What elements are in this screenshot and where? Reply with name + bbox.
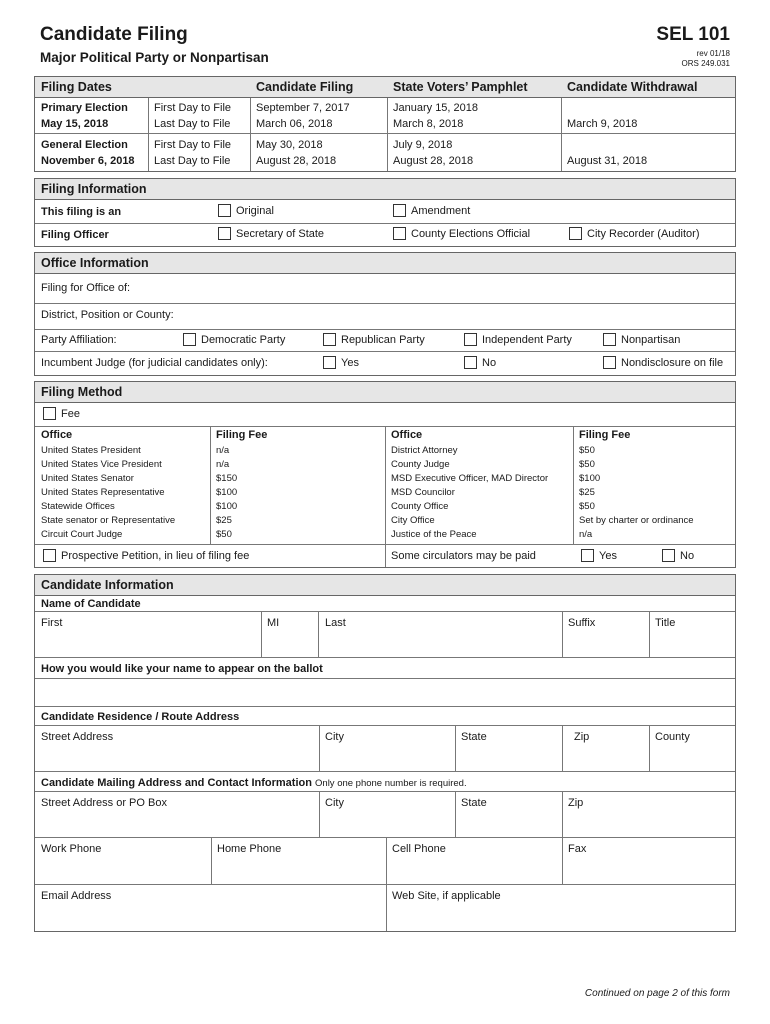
- office-name: United States President: [41, 445, 141, 456]
- residence-state-field[interactable]: State: [461, 731, 487, 743]
- primary-election-label: Primary Election: [41, 102, 128, 114]
- divider: [385, 426, 386, 567]
- primary-candidate-first: September 7, 2017: [256, 102, 350, 114]
- divider: [35, 771, 735, 772]
- nondisclosure-checkbox[interactable]: [603, 356, 616, 369]
- divider: [35, 725, 735, 726]
- divider: [573, 426, 574, 544]
- form-number: SEL 101: [656, 24, 730, 45]
- work-phone-field[interactable]: Work Phone: [41, 843, 102, 855]
- continued-note: Continued on page 2 of this form: [584, 988, 730, 999]
- incumbent-judge-label: Incumbent Judge (for judicial candidates only):: [41, 357, 268, 369]
- revision-date: rev 01/18: [696, 49, 730, 58]
- divider: [35, 544, 735, 545]
- filing-for-office-field[interactable]: Filing for Office of:: [41, 282, 131, 294]
- secretary-of-state-checkbox[interactable]: [218, 227, 231, 240]
- office-name: Circuit Court Judge: [41, 529, 123, 540]
- republican-label: Republican Party: [341, 334, 425, 346]
- office-information-header: Office Information: [35, 253, 735, 274]
- county-elections-checkbox[interactable]: [393, 227, 406, 240]
- fee-col-header-right: Filing Fee: [579, 429, 631, 441]
- circulators-yes-checkbox[interactable]: [581, 549, 594, 562]
- office-name: County Office: [391, 501, 449, 512]
- middle-initial-field[interactable]: MI: [267, 617, 280, 629]
- divider: [318, 611, 319, 657]
- filing-method-header: Filing Method: [35, 382, 735, 403]
- mailing-state-field[interactable]: State: [461, 797, 487, 809]
- judge-yes-checkbox[interactable]: [323, 356, 336, 369]
- mailing-address-heading: [41, 777, 467, 789]
- office-fee: $150: [216, 473, 238, 484]
- candidate-filing-heading: Candidate Filing: [256, 80, 354, 94]
- email-field[interactable]: Email Address: [41, 890, 112, 902]
- office-fee: $25: [579, 487, 595, 498]
- office-name: Justice of the Peace: [391, 529, 477, 540]
- office-fee: $100: [216, 501, 238, 512]
- prospective-petition-label: Prospective Petition, in lieu of filing fee: [61, 550, 250, 562]
- primary-election-date: May 15, 2018: [41, 118, 109, 130]
- nonpartisan-checkbox[interactable]: [603, 333, 616, 346]
- divider: [250, 98, 251, 171]
- fee-col-header-left: Filing Fee: [216, 429, 268, 441]
- general-candidate-last: August 28, 2018: [256, 155, 337, 167]
- original-checkbox[interactable]: [218, 204, 231, 217]
- original-label: Original: [236, 205, 274, 217]
- filing-method-section: [34, 381, 736, 568]
- office-fee: $50: [579, 459, 595, 470]
- general-withdrawal: August 31, 2018: [567, 155, 648, 167]
- suffix-field[interactable]: Suffix: [568, 617, 596, 629]
- divider: [35, 611, 735, 612]
- divider: [35, 657, 735, 658]
- general-last-day-label: Last Day to File: [154, 155, 231, 167]
- general-candidate-first: May 30, 2018: [256, 139, 323, 151]
- primary-candidate-last: March 06, 2018: [256, 118, 333, 130]
- residence-zip-field[interactable]: Zip: [574, 731, 590, 743]
- filing-dates-header-row: [35, 77, 735, 98]
- primary-last-day-label: Last Day to File: [154, 118, 231, 130]
- form-title: Candidate Filing: [40, 24, 188, 45]
- divider: [35, 329, 735, 330]
- general-pamphlet-first: July 9, 2018: [393, 139, 453, 151]
- office-name: United States Representative: [41, 487, 165, 498]
- candidate-information-header: Candidate Information: [35, 575, 735, 596]
- office-name: County Judge: [391, 459, 450, 470]
- residence-county-field[interactable]: County: [655, 731, 690, 743]
- nonpartisan-label: Nonpartisan: [621, 334, 681, 346]
- divider: [387, 98, 388, 171]
- office-name: State senator or Representative: [41, 515, 176, 526]
- mailing-city-field[interactable]: City: [325, 797, 344, 809]
- first-name-field[interactable]: First: [41, 617, 63, 629]
- secretary-of-state-label: Secretary of State: [236, 228, 325, 240]
- divider: [35, 351, 735, 352]
- primary-pamphlet-last: March 8, 2018: [393, 118, 464, 130]
- office-name: United States Senator: [41, 473, 134, 484]
- prospective-petition-checkbox[interactable]: [43, 549, 56, 562]
- divider: [561, 98, 562, 171]
- general-election-label: General Election: [41, 139, 128, 151]
- primary-withdrawal: March 9, 2018: [567, 118, 638, 130]
- filing-information-section: [34, 178, 736, 247]
- nondisclosure-label: Nondisclosure on file: [621, 357, 724, 369]
- office-name: City Office: [391, 515, 435, 526]
- filing-dates-section: [34, 76, 736, 172]
- filing-officer-label: Filing Officer: [41, 229, 109, 241]
- withdrawal-heading: Candidate Withdrawal: [567, 80, 698, 94]
- office-fee: $100: [216, 487, 238, 498]
- circulators-yes-label: Yes: [599, 550, 617, 562]
- circulators-paid-label: Some circulators may be paid: [391, 550, 536, 562]
- divider: [562, 837, 563, 884]
- residence-city-field[interactable]: City: [325, 731, 344, 743]
- residence-address-label: Candidate Residence / Route Address: [41, 711, 240, 723]
- candidate-information-section: [34, 574, 736, 932]
- divider: [35, 884, 735, 885]
- divider: [35, 133, 735, 134]
- office-fee: n/a: [216, 445, 230, 456]
- filing-information-header: Filing Information: [35, 179, 735, 200]
- ballot-name-label: How you would like your name to appear on the ballot: [41, 663, 323, 675]
- fee-checkbox[interactable]: [43, 407, 56, 420]
- office-name: District Attorney: [391, 445, 458, 456]
- divider: [35, 706, 735, 707]
- divider: [35, 791, 735, 792]
- mailing-address-note: Only one phone number is required.: [315, 778, 467, 789]
- ballot-name-input[interactable]: [35, 679, 735, 706]
- democratic-label: Democratic Party: [201, 334, 286, 346]
- office-information-section: [34, 252, 736, 376]
- general-election-date: November 6, 2018: [41, 155, 135, 167]
- office-fee: n/a: [216, 459, 230, 470]
- district-position-field[interactable]: District, Position or County:: [41, 309, 174, 321]
- form-subtitle: Major Political Party or Nonpartisan: [40, 50, 269, 65]
- office-name: MSD Executive Officer, MAD Director: [391, 473, 549, 484]
- divider: [35, 223, 735, 224]
- general-pamphlet-last: August 28, 2018: [393, 155, 474, 167]
- mailing-address-label: Candidate Mailing Address and Contact Information: [41, 777, 312, 789]
- revision-info: [682, 49, 730, 69]
- office-fee: $100: [579, 473, 601, 484]
- cell-phone-field[interactable]: Cell Phone: [392, 843, 446, 855]
- judge-no-label: No: [482, 357, 497, 369]
- voters-pamphlet-heading: State Voters’ Pamphlet: [393, 80, 528, 94]
- mailing-street-field[interactable]: Street Address or PO Box: [41, 797, 167, 809]
- party-affiliation-label: Party Affiliation:: [41, 334, 117, 346]
- divider: [455, 791, 456, 837]
- statute-ref: ORS 249.031: [681, 59, 730, 68]
- republican-checkbox[interactable]: [323, 333, 336, 346]
- office-col-header-left: Office: [41, 429, 73, 441]
- filing-type-label: This filing is an: [41, 206, 122, 218]
- divider: [261, 611, 262, 657]
- office-fee: $50: [579, 501, 595, 512]
- office-name: Statewide Offices: [41, 501, 115, 512]
- fax-field[interactable]: Fax: [568, 843, 587, 855]
- office-name: MSD Councilor: [391, 487, 455, 498]
- home-phone-field[interactable]: Home Phone: [217, 843, 282, 855]
- divider: [35, 303, 735, 304]
- office-name: United States Vice President: [41, 459, 162, 470]
- divider: [210, 426, 211, 544]
- last-name-field[interactable]: Last: [325, 617, 346, 629]
- office-fee: $50: [579, 445, 595, 456]
- city-recorder-label: City Recorder (Auditor): [587, 228, 700, 240]
- independent-label: Independent Party: [482, 334, 572, 346]
- primary-first-day-label: First Day to File: [154, 102, 232, 114]
- primary-pamphlet-first: January 15, 2018: [393, 102, 479, 114]
- fee-label: Fee: [61, 408, 80, 420]
- candidate-name-label: Name of Candidate: [41, 598, 141, 610]
- office-fee: $50: [216, 529, 232, 540]
- divider: [562, 611, 563, 657]
- residence-street-field[interactable]: Street Address: [41, 731, 114, 743]
- mailing-zip-field[interactable]: Zip: [568, 797, 584, 809]
- circulators-no-label: No: [680, 550, 695, 562]
- office-fee: n/a: [579, 529, 593, 540]
- office-fee: Set by charter or ordinance: [579, 515, 694, 526]
- office-fee: $25: [216, 515, 232, 526]
- circulators-no-checkbox[interactable]: [662, 549, 675, 562]
- judge-no-checkbox[interactable]: [464, 356, 477, 369]
- judge-yes-label: Yes: [341, 357, 359, 369]
- divider: [319, 791, 320, 837]
- divider: [455, 725, 456, 771]
- filing-dates-heading: Filing Dates: [41, 80, 112, 94]
- divider: [319, 725, 320, 771]
- office-col-header-right: Office: [391, 429, 423, 441]
- amendment-label: Amendment: [411, 205, 471, 217]
- divider: [211, 837, 212, 884]
- general-first-day-label: First Day to File: [154, 139, 232, 151]
- city-recorder-checkbox[interactable]: [569, 227, 582, 240]
- county-elections-label: County Elections Official: [411, 228, 531, 240]
- divider: [562, 725, 563, 771]
- divider: [649, 611, 650, 657]
- divider: [649, 725, 650, 771]
- divider: [148, 98, 149, 171]
- independent-checkbox[interactable]: [464, 333, 477, 346]
- amendment-checkbox[interactable]: [393, 204, 406, 217]
- democratic-checkbox[interactable]: [183, 333, 196, 346]
- divider: [562, 791, 563, 837]
- divider: [35, 837, 735, 838]
- website-field[interactable]: Web Site, if applicable: [392, 890, 501, 902]
- title-field[interactable]: Title: [655, 617, 676, 629]
